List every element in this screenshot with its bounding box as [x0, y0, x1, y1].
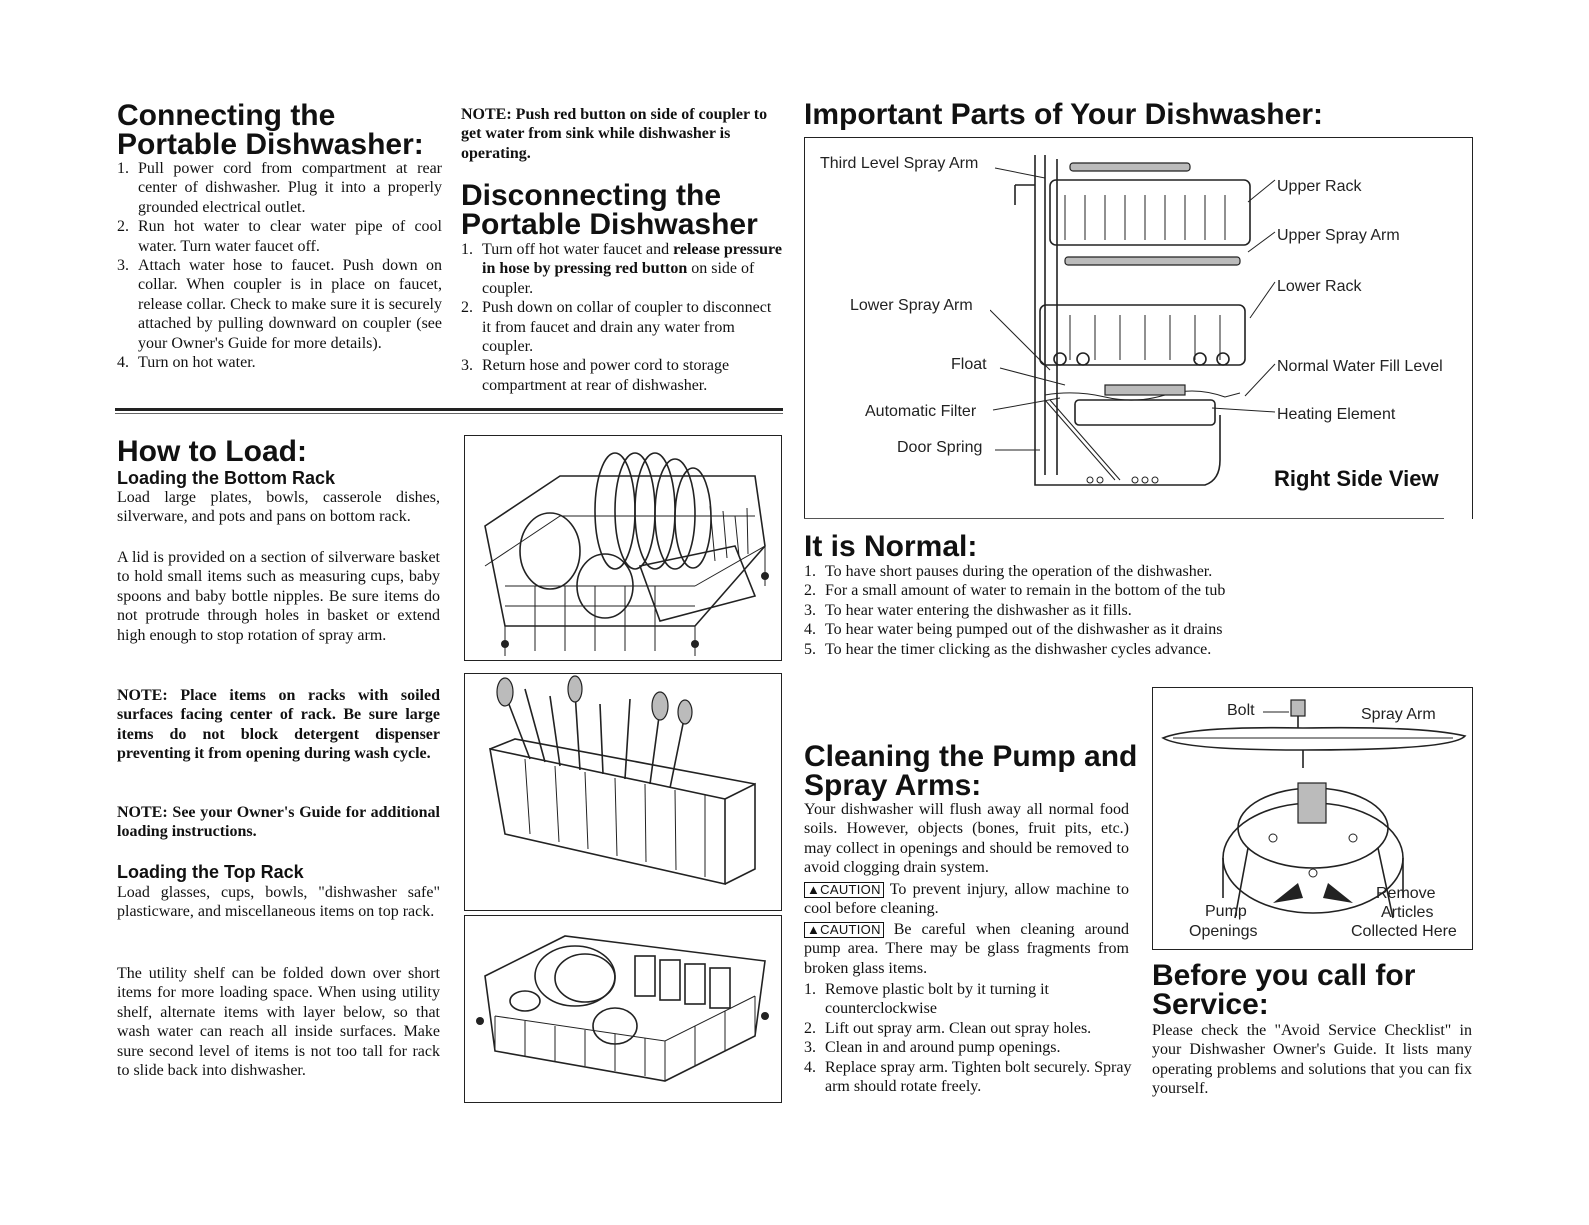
label-lower-spray-arm: Lower Spray Arm — [850, 297, 973, 314]
articles-label: Articles — [1381, 904, 1434, 921]
list-item: 5. To hear the timer clicking as the dishwasher cycles advance. — [804, 640, 1212, 658]
list-item: 2. Lift out spray arm. Clean out spray holes. — [804, 1019, 1092, 1037]
label-heating-element: Heating Element — [1277, 406, 1396, 423]
list-item: 4. To hear water being pumped out of the dishwasher as it drains — [804, 621, 1223, 639]
openings-label: Openings — [1189, 923, 1258, 940]
list-item: 1. Pull power cord from compartment at rear center of dishwasher. Plug it into a properly grounded electrical outlet. — [117, 160, 442, 216]
collected-here-label: Collected Here — [1351, 923, 1457, 940]
section-divider — [115, 408, 783, 411]
coupler-note: NOTE: Push red button on side of coupler to get water from sink while dishwasher is operating. — [461, 106, 768, 162]
list-item: 1. Turn off hot water faucet and release pressure in hose by pressing red button on side of coupler. — [461, 241, 782, 297]
list-item: 1. Remove plastic bolt by it turning it counterclockwise — [804, 981, 1049, 1018]
cleaning-steps — [804, 980, 1134, 1096]
disconnecting-title: Disconnecting the Portable Dishwasher — [461, 179, 758, 241]
parts-frame-bottom — [804, 518, 1444, 519]
service-text: Please check the "Avoid Service Checklist" in your Dishwasher Owner's Guide. It lists many operating problems and solutions that you can fix yourself. — [1152, 1022, 1472, 1098]
list-item: 2. For a small amount of water to remain in the bottom of the tub — [804, 582, 1226, 600]
list-item: 4. Turn on hot water. — [117, 354, 256, 372]
connecting-steps — [117, 159, 442, 372]
label-upper-rack: Upper Rack — [1277, 178, 1362, 195]
pump-diagram — [1152, 687, 1473, 950]
list-item: 3. Attach water hose to faucet. Push down on collar. When coupler is in place on faucet, release collar. Check to make sure it is securely attached by pulling downward on coupler (see your Owner's Guide for more details). — [117, 257, 442, 352]
label-lower-rack: Lower Rack — [1277, 278, 1362, 295]
cleaning-title: Cleaning the Pump and Spray Arms: — [804, 740, 1138, 802]
label-float: Float — [951, 356, 987, 373]
list-item: 4. Replace spray arm. Tighten bolt securely. Spray arm should rotate freely. — [804, 1058, 1132, 1096]
list-item: 3. To hear water entering the dishwasher as it fills. — [804, 601, 1132, 619]
bottom-rack-illustration — [464, 435, 782, 661]
bottom-rack-heading: Loading the Bottom Rack — [117, 468, 336, 488]
bottom-rack-text: Load large plates, bowls, casserole dishes, silverware, and pots and pans on bottom rack. — [117, 489, 440, 526]
list-item: 2. Run hot water to clear water pipe of cool water. Turn water faucet off. — [117, 218, 442, 255]
caution-badge: ▲CAUTION — [804, 882, 884, 898]
remove-label: Remove — [1376, 885, 1436, 902]
cleaning-intro: Your dishwasher will flush away all normal food soils. However, objects (bones, fruit pits, etc.) may collect in openings and should be removed to avoid clogging drain system. — [804, 801, 1129, 877]
top-rack-illustration — [464, 915, 782, 1103]
top-rack-heading: Loading the Top Rack — [117, 862, 304, 882]
label-third-level-spray-arm: Third Level Spray Arm — [820, 155, 979, 172]
label-normal-water-fill-level: Normal Water Fill Level — [1277, 358, 1443, 375]
silverware-basket-illustration — [464, 673, 782, 911]
disconnecting-steps — [461, 240, 783, 395]
pump-label: Pump — [1205, 903, 1247, 920]
list-item: 3. Return hose and power cord to storage compartment at rear of dishwasher. — [461, 357, 730, 394]
parts-leader-lines — [990, 150, 1290, 470]
bolt-label: Bolt — [1227, 702, 1255, 719]
right-side-view-caption: Right Side View — [1274, 466, 1439, 491]
spray-arm-label: Spray Arm — [1361, 706, 1436, 723]
caution-cool: ▲CAUTION To prevent injury, allow machine to cool before cleaning. — [804, 881, 1129, 918]
list-item: 1. To have short pauses during the operation of the dishwasher. — [804, 563, 1213, 580]
caution-glass: ▲CAUTION Be careful when cleaning around pump area. There may be glass fragments from broken glass items. — [804, 921, 1129, 977]
section-divider-thin — [115, 413, 783, 414]
parts-title: Important Parts of Your Dishwasher: — [804, 98, 1323, 131]
service-title: Before you call for Service: — [1152, 959, 1416, 1021]
label-door-spring: Door Spring — [897, 439, 983, 456]
owners-guide-note: NOTE: See your Owner's Guide for additional loading instructions. — [117, 804, 440, 841]
label-upper-spray-arm: Upper Spray Arm — [1277, 227, 1400, 244]
list-item: 3. Clean in and around pump openings. — [804, 1039, 1061, 1057]
silverware-lid-text: A lid is provided on a section of silverware basket to hold small items such as measuring cups, baby spoons and baby bottle nipples. Be sure items do not protrude through holes in basket or extend high enough to stop rotation of spray arm. — [117, 549, 440, 644]
normal-title: It is Normal: — [804, 530, 978, 563]
label-automatic-filter: Automatic Filter — [865, 403, 977, 420]
list-item: 2. Push down on collar of coupler to disconnect it from faucet and drain any water from coupler. — [461, 299, 772, 356]
utility-shelf-text: The utility shelf can be folded down over short items for more loading space. When using utility shelf, alternate items with layer below, so that wash water can reach all inside surfaces. Make sure second level of items is not too tall for rack to slide back into dishwasher. — [117, 965, 440, 1080]
caution-badge: ▲CAUTION — [804, 922, 884, 938]
connecting-title: Connecting the Portable Dishwasher: — [117, 99, 424, 161]
how-to-load-title: How to Load: — [117, 435, 307, 468]
normal-list — [804, 562, 1464, 659]
soiled-surfaces-note: NOTE: Place items on racks with soiled surfaces facing center of rack. Be sure large items do not block detergent dispenser preventing it from opening during wash cycle. — [117, 687, 440, 763]
top-rack-text: Load glasses, cups, bowls, "dishwasher safe" plasticware, and miscellaneous items on top rack. — [117, 884, 440, 921]
